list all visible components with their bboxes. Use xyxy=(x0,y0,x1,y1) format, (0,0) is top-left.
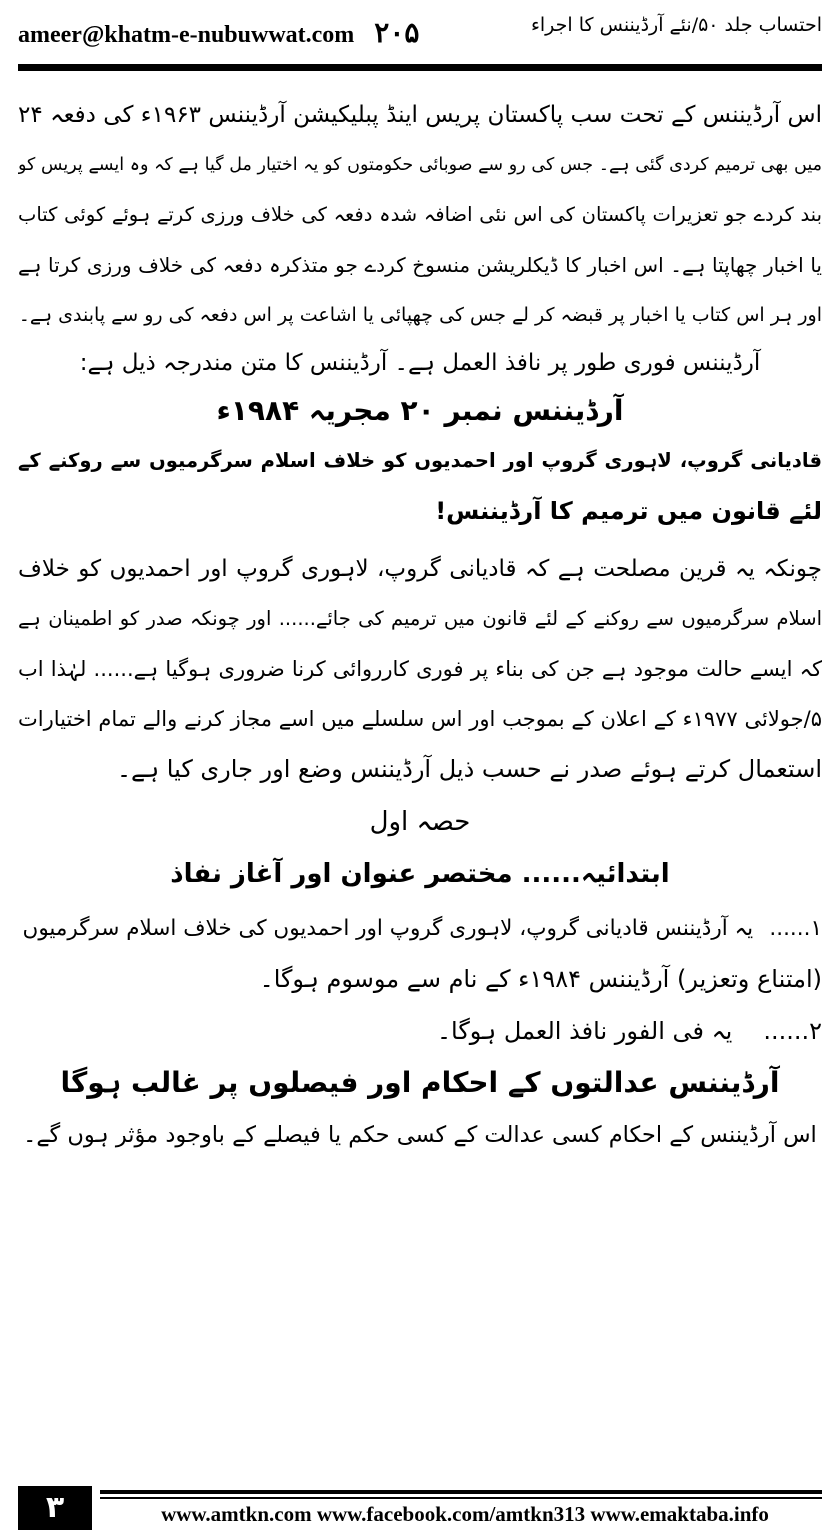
clause-text-line: (امتناع وتعزیر) آرڈیننس ۱۹۸۴ء کے نام سے موسوم ہوگا۔ xyxy=(259,965,822,993)
ordinance-heading: آرڈیننس نمبر ۲۰ مجریہ ۱۹۸۴ء xyxy=(216,394,624,427)
clause-number: ۱...... xyxy=(769,916,822,941)
paragraph-line: اس آرڈیننس کے تحت سب پاکستان پریس اینڈ پبلیکیشن آرڈیننس ۱۹۶۳ء کی دفعہ ۲۴ xyxy=(18,102,822,128)
header-page-ref: ۲۰۵ xyxy=(374,18,420,49)
part-subheading: ابتدائیہ...... مختصر عنوان اور آغاز نفاذ xyxy=(170,859,670,889)
clause-2 xyxy=(18,1014,822,1048)
preamble-line: استعمال کرتے ہوئے صدر نے حسب ذیل آرڈیننس وضع اور جاری کیا ہے۔ xyxy=(116,755,822,783)
preamble-line: چونکہ یہ قرین مصلحت ہے کہ قادیانی گروپ، لاہوری گروپ اور احمدیوں کو خلاف xyxy=(18,556,822,582)
clause-number: ۲...... xyxy=(763,1017,822,1045)
note-line: آرڈیننس فوری طور پر نافذ العمل ہے۔ آرڈیننس کا متن مندرجہ ذیل ہے: xyxy=(79,350,761,376)
preamble-line: ۵/جولائی ۱۹۷۷ء کے اعلان کے بموجب اور اس سلسلے میں اسے مجاز کرنے والے تمام اختیارات xyxy=(18,707,822,731)
paragraph-line: میں بھی ترمیم کردی گئی ہے۔ جس کی رو سے صوبائی حکومتوں کو یہ اختیار مل گیا ہے کہ وہ ایسے پریس کو xyxy=(18,155,822,175)
clause-1 xyxy=(18,912,822,946)
header-rule xyxy=(18,64,822,71)
override-heading: آرڈیننس عدالتوں کے احکام اور فیصلوں پر غالب ہوگا xyxy=(60,1066,780,1099)
clause-text: یہ فی الفور نافذ العمل ہوگا۔ xyxy=(436,1017,733,1045)
part-heading: حصہ اول xyxy=(369,807,471,837)
override-text: اس آرڈیننس کے احکام کسی عدالت کے کسی حکم یا فیصلے کے باوجود مؤثر ہوں گے۔ xyxy=(23,1122,817,1148)
preamble-line: اسلام سرگرمیوں سے روکنے کے لئے قانون میں ترمیم کی جائے...... اور چونکہ صدر کو اطمینان ہے xyxy=(18,607,822,630)
paragraph-line: یا اخبار چھاپتا ہے۔ اس اخبار کا ڈیکلریشن منسوخ کردے جو متذکرہ دفعہ کی خلاف ورزی کرتا ہے xyxy=(18,253,822,277)
paragraph-line: بند کردے جو تعزیرات پاکستان کی اس نئی اضافہ شدہ دفعہ کی خلاف ورزی کرتے ہوئے کوئی کتاب xyxy=(18,203,822,226)
header-email: ameer@khatm-e-nubuwwat.com xyxy=(18,22,355,48)
footer-page-number: ۳ xyxy=(18,1486,92,1530)
header-email-and-page xyxy=(18,16,419,50)
preamble-line: کہ ایسے حالت موجود ہے جن کی بناء پر فوری کارروائی کرنا ضروری ہوگیا ہے...... لہٰذا اب xyxy=(18,657,822,681)
footer-rule-thin xyxy=(100,1497,822,1499)
footer-links: www.amtkn.com www.facebook.com/amtkn313 www.emaktaba.info xyxy=(161,1502,769,1526)
ordinance-title-line: لئے قانون میں ترمیم کا آرڈیننس! xyxy=(435,497,822,525)
clause-text: یہ آرڈیننس قادیانی گروپ، لاہوری گروپ اور احمدیوں کی خلاف اسلام سرگرمیوں xyxy=(22,916,754,941)
ordinance-title-line: قادیانی گروپ، لاہوری گروپ اور احمدیوں کو خلاف اسلام سرگرمیوں سے روکنے کے xyxy=(18,449,822,472)
paragraph-line: اور ہر اس کتاب یا اخبار پر قبضہ کر لے جس کی چھپائی یا اشاعت پر اس دفعہ کی رو سے پابندی ہے۔ xyxy=(18,304,822,326)
header-title: احتساب جلد ۵۰/نئے آرڈیننس کا اجراء xyxy=(530,14,822,36)
footer-rule xyxy=(100,1490,822,1494)
